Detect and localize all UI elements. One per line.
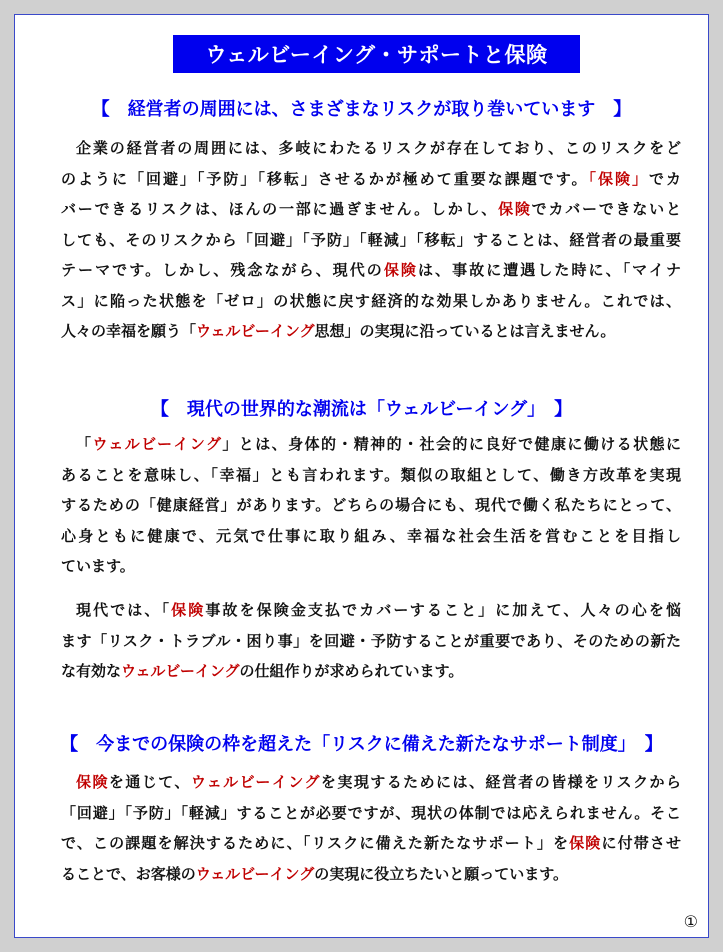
paragraph-line [61,133,681,164]
text-segment: テーマです。しかし、残念ながら、現代の [61,261,384,279]
paragraph-line [61,595,681,626]
text-segment: でカバーできないと [531,200,681,218]
highlighted-term: 「保険」 [588,169,649,188]
paragraph-line [61,656,681,687]
paragraph-line [61,798,681,829]
text-segment: を通じて、 [108,773,191,791]
text-segment: 「 [76,435,93,453]
highlighted-term: ウェルビーイング [92,435,223,453]
text-segment: は、事故に遭遇した時に、「マイナ [417,261,681,279]
paragraph-line [61,429,681,460]
text-segment: しても、そのリスクから「回避」「予防」「軽減」「移転」することは、経営者の最重要 [61,230,681,249]
text-segment: 現代では、「 [76,601,172,619]
highlighted-term: 保険 [76,773,109,791]
text-segment: あることを意味し、「幸福」とも言われます。類似の取組として、働き方改革を実現 [61,465,681,484]
text-segment: ます「リスク・トラブル・困り事」を回避・予防することが重要であり、そのための新た [61,631,681,650]
paragraph-line [61,626,681,657]
text-segment: でカ [648,169,681,188]
section2-heading: 【 現代の世界的な潮流は「ウェルビーイング」 】 [150,399,573,420]
highlighted-term: ウェルビーイング [190,773,321,791]
paragraph-line [61,316,681,347]
text-segment: 」とは、身体的・精神的・社会的に良好で健康に働ける状態に [222,435,681,453]
highlighted-term: ウェルビーイング [196,322,315,340]
text-segment: 「回避」「予防」「軽減」することが必要ですが、現状の体制では応えられません。そこ [61,803,681,822]
text-segment: 事故を保険金支払でカバーすること」に加えて、人々の心を悩 [205,601,681,619]
highlighted-term: 保険 [569,834,602,852]
text-segment: の実現に役立ちたいと願っています。 [314,864,569,883]
paragraph-line [61,194,681,225]
page-number: ① [683,912,698,931]
section3-heading: 【 今までの保険の枠を超えた「リスクに備えた新たなサポート制度」 】 [60,734,663,755]
text-segment: ることで、お客様の [61,864,196,883]
text-segment: バーできるリスクは、ほんの一部に過ぎません。しかし、 [61,200,499,218]
section2-paragraph-1 [61,429,681,582]
section2-paragraph-2 [61,595,681,687]
text-segment: に付帯させ [601,834,681,852]
section3-paragraph [61,767,681,889]
text-segment: のように「回避」「予防」「移転」させるかが極めて重要な課題です。 [61,169,589,188]
paragraph-line [61,828,681,859]
paragraph-line [61,225,681,256]
text-segment: ています。 [61,557,135,575]
text-segment: 企業の経営者の周囲には、多岐にわたるリスクが存在しており、このリスクをど [76,139,681,157]
document-page [14,14,709,938]
text-segment: 人々の幸福を願う「 [61,322,197,340]
paragraph-line [61,286,681,317]
paragraph-line [61,551,681,582]
section1-paragraph [61,133,681,347]
paragraph-line [61,521,681,552]
section1-heading: 【 経営者の周囲には、さまざまなリスクが取り巻いています 】 [91,99,632,120]
paragraph-line [61,767,681,798]
text-segment: な有効な [61,662,122,680]
text-segment: で、この課題を解決するために、「リスクに備えた新たなサポート」を [61,834,570,852]
text-segment: するための「健康経営」があります。どちらの場合にも、現代で働く私たちにとって、 [61,496,681,514]
paragraph-line [61,255,681,286]
paragraph-line [61,859,681,890]
highlighted-term: 保険 [498,200,532,218]
page-title: ウェルビーイング・サポートと保険 [173,35,580,73]
paragraph-line [61,490,681,521]
text-segment: ス」に陥った状態を「ゼロ」の状態に戻す経済的な効果しかありません。これでは、 [61,291,681,310]
highlighted-term: 保険 [171,601,206,619]
highlighted-term: ウェルビーイング [195,864,315,883]
text-segment: 思想」の実現に沿っているとは言えません。 [314,322,616,340]
text-segment: 心身ともに健康で、元気で仕事に取り組み、幸福な社会生活を営むことを目指し [61,526,681,545]
paragraph-line [61,460,681,491]
highlighted-term: ウェルビーイング [121,662,240,680]
text-segment: の仕組作りが求められています。 [239,662,464,680]
paragraph-line [61,164,681,195]
text-segment: を実現するためには、経営者の皆様をリスクから [320,773,681,791]
highlighted-term: 保険 [383,261,418,279]
